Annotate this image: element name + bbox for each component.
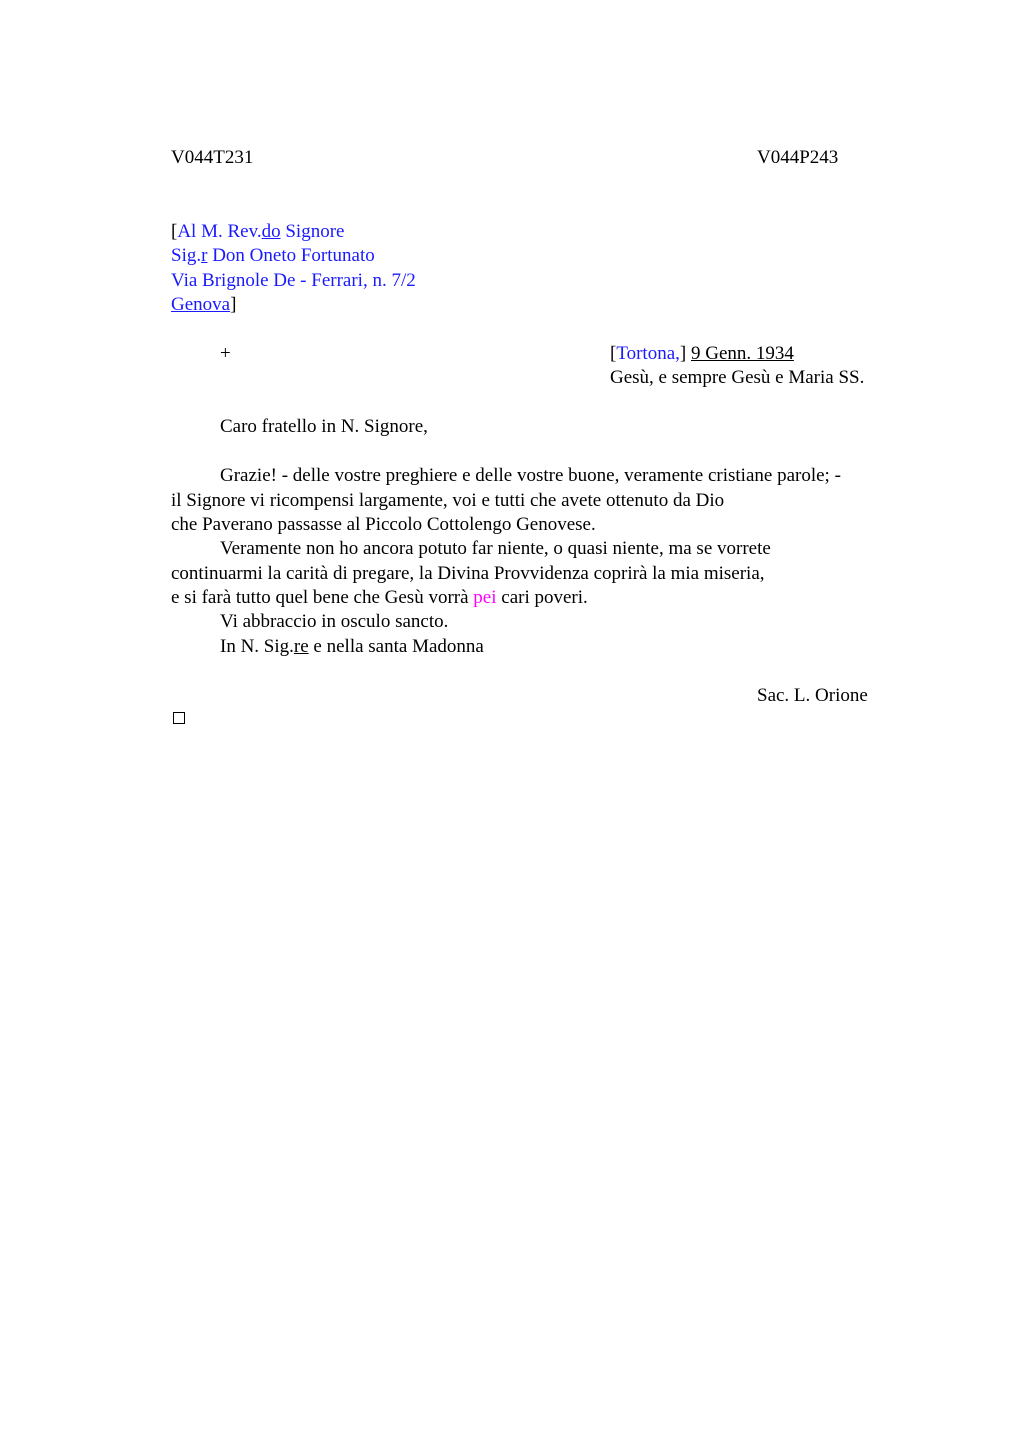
address-line-3: Via Brignole De - Ferrari, n. 7/2	[171, 270, 416, 291]
body-line: continuarmi la carità di pregare, la Divina Provvidenza coprirà la mia miseria,	[171, 563, 765, 584]
document-code-left: V044T231	[171, 147, 254, 168]
document-code-right: V044P243	[757, 147, 839, 168]
address-line-4: Genova]	[171, 294, 237, 315]
body-line: Grazie! - delle vostre preghiere e delle vostre buone, veramente cristiane parole; -	[220, 465, 841, 486]
salutation: Caro fratello in N. Signore,	[220, 416, 428, 437]
place-date: [Tortona,] 9 Genn. 1934	[610, 343, 794, 364]
body-line: In N. Sig.re e nella santa Madonna	[220, 636, 484, 657]
motto: Gesù, e sempre Gesù e Maria SS.	[610, 367, 865, 388]
empty-box-icon	[173, 712, 185, 724]
body-line: Veramente non ho ancora potuto far niente, o quasi niente, ma se vorrete	[220, 538, 771, 559]
highlighted-word: pei	[473, 587, 497, 608]
signature: Sac. L. Orione	[757, 685, 868, 706]
body-line: che Paverano passasse al Piccolo Cottolengo Genovese.	[171, 514, 596, 535]
address-line-1: [Al M. Rev.do Signore	[171, 221, 345, 242]
body-line: il Signore vi ricompensi largamente, voi e tutti che avete ottenuto da Dio	[171, 490, 725, 511]
cross-symbol: +	[220, 343, 231, 364]
address-line-2: Sig.r Don Oneto Fortunato	[171, 245, 375, 266]
body-line: Vi abbraccio in osculo sancto.	[220, 611, 449, 632]
body-line: e si farà tutto quel bene che Gesù vorrà pei cari poveri.	[171, 587, 588, 608]
